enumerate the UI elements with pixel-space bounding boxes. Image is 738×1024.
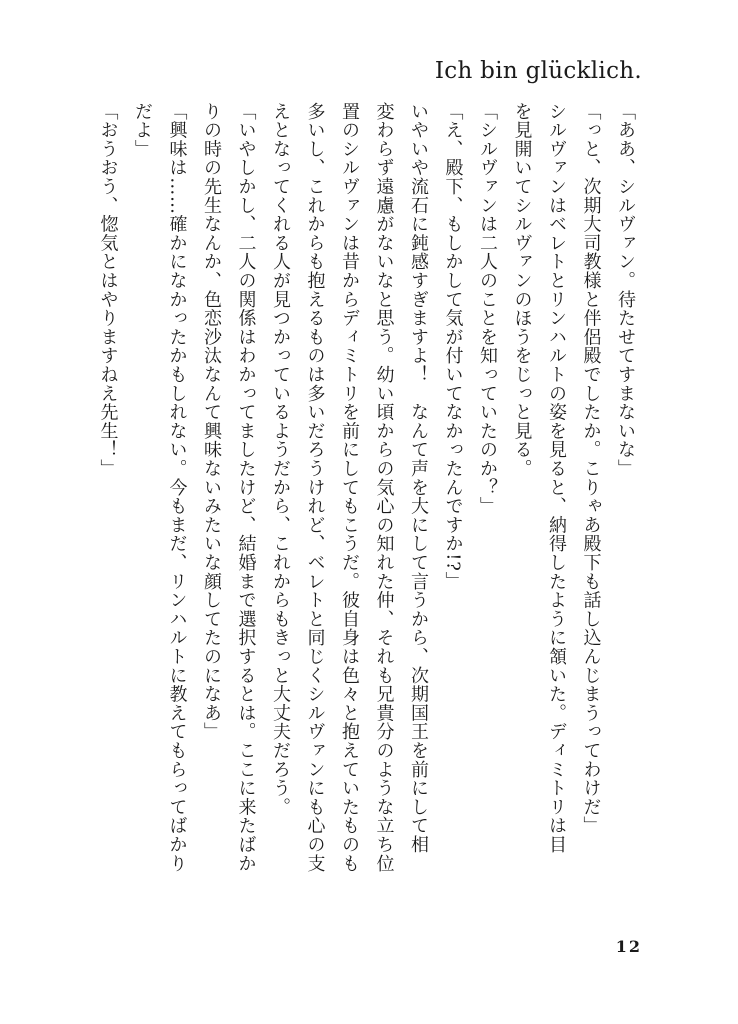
text-line: 「え、殿下、もしかして気が付いてなかったんですか!?」 xyxy=(442,102,464,591)
text-line: 「ああ、シルヴァン。待たせてすまないな」 xyxy=(615,102,636,478)
text-line: 「シルヴァンは二人のことを知っていたのか？」 xyxy=(477,102,498,516)
text-line: 多いし、これからも抱えるものは多いだろうけれど、ベレトと同じくシルヴァンにも心の支 xyxy=(304,102,326,873)
text-line: を見開いてシルヴァンのほうをじっと見る。 xyxy=(511,102,533,478)
text-line: 「興味は……確かになかったかもしれない。今もまだ、リンハルトに教えてもらってばかり xyxy=(166,102,188,873)
vertical-text-body xyxy=(90,102,642,937)
text-line: りの時の先生なんか、色恋沙汰なんて興味ないみたいな顔してたのになあ」 xyxy=(201,102,222,742)
text-line: 変わらず遠慮がないなと思う。幼い頃からの気心の知れた仲、それも兄貴分のような立ち位 xyxy=(373,102,395,873)
text-line: 「いやしかし、二人の関係はわかってましたけど、結婚まで選択するとは。ここに来たばか xyxy=(235,102,257,873)
page-number: 12 xyxy=(615,937,642,956)
text-line: 「おうおう、惚気とはやりますねえ先生！」 xyxy=(97,102,119,478)
text-line: えとなってくれる人が見つかっているようだから、これからもきっと大丈夫だろう。 xyxy=(270,102,291,817)
text-line: シルヴァンはベレトとリンハルトの姿を見ると、納得したように頷いた。ディミトリは目 xyxy=(546,102,567,854)
running-title: Ich bin glücklich. xyxy=(434,58,642,84)
text-line: 置のシルヴァンは昔からディミトリを前にしてもこうだ。彼自身は色々と抱えていたものも xyxy=(339,102,360,873)
text-line: いやいや流石に鈍感すぎますよ！ なんて声を大にして言うから、次期国王を前にして相 xyxy=(408,102,429,854)
text-line: だよ」 xyxy=(132,102,153,159)
text-line: 「っと、次期大司教様と伴侶殿でしたか。こりゃあ殿下も話し込んじまうってわけだ」 xyxy=(580,102,602,836)
